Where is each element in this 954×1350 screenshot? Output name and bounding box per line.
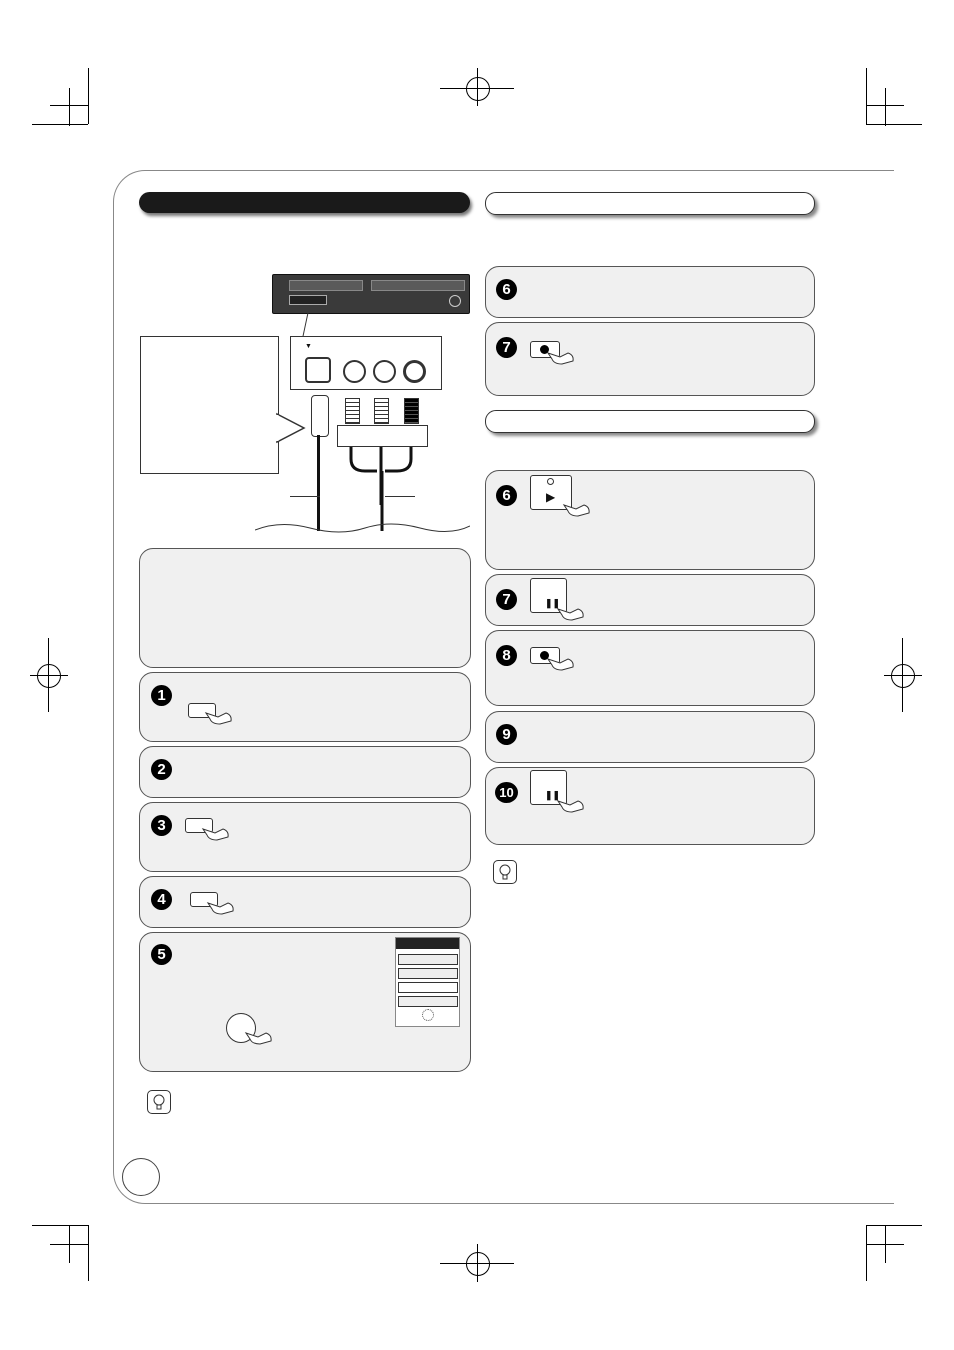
registration-mark [37,664,61,688]
callout-box [140,336,279,474]
menu-item [398,996,458,1007]
lightbulb-icon [493,860,517,884]
menu-item [398,954,458,965]
pause-icon: ❚❚ [545,598,561,608]
svideo-jack [305,357,331,383]
step-number: 6 [496,485,517,506]
power-icon [449,295,461,307]
registration-line [30,675,68,676]
front-panel-inputs [289,295,327,305]
page-number-circle [122,1158,160,1196]
step-number: 3 [151,815,172,836]
step-number: 1 [151,685,172,706]
crop-mark [866,1225,922,1226]
on-screen-menu [395,937,460,1027]
menu-item [398,968,458,979]
crop-mark [32,124,88,125]
disc-tray [289,280,363,291]
step-number: 7 [496,589,517,610]
section-header-right-2 [485,410,815,433]
pointing-hand-icon [556,605,586,621]
audio-r-jack [403,360,426,383]
audio-l-plug [374,398,389,424]
step-5-panel [139,932,471,1072]
crop-mark [50,105,88,106]
dial-icon [422,1009,434,1021]
pointing-hand-icon [244,1029,274,1045]
info-panel [139,548,471,668]
audio-l-jack [373,360,396,383]
front-input-panel [290,336,442,390]
crop-mark [866,105,904,106]
pointing-hand-icon [556,797,586,813]
crop-mark [50,1244,88,1245]
pointing-hand-icon [546,349,576,365]
registration-line [477,1244,478,1282]
step-7a-panel [485,322,815,396]
step-6b-panel [485,470,815,570]
step-4-panel [139,876,471,928]
step-number: 6 [496,279,517,300]
video-plug [345,398,360,424]
crop-mark [866,124,922,125]
registration-mark [466,77,490,101]
step-number: 8 [496,645,517,666]
leader-line [385,496,415,497]
pointing-hand-icon [546,655,576,671]
leader-line [290,496,320,497]
pointing-hand-icon [206,899,236,915]
section-header-right-1 [485,192,815,215]
step-number: 5 [151,944,172,965]
play-icon: ▶ [546,490,556,504]
step-9b-panel [485,711,815,763]
step-number: 4 [151,889,172,910]
step-10b-panel [485,767,815,845]
registration-line [477,68,478,106]
svideo-marker: ▼ [305,343,312,350]
step-7b-panel [485,574,815,626]
crop-mark [88,68,89,124]
step-number: 7 [496,337,517,358]
video-jack [343,360,366,383]
menu-header [396,938,459,949]
pause-icon: ❚❚ [545,790,561,800]
registration-mark [466,1252,490,1276]
section-header-left [139,192,470,213]
svideo-plug [311,395,329,437]
crop-mark [866,68,867,124]
step-6a-panel [485,266,815,318]
av-cable-label-box [337,425,428,447]
crop-mark [69,88,70,126]
pointing-hand-icon [204,709,234,725]
dvd-vcr-recorder [272,274,470,314]
wavy-break [255,520,470,536]
step-2-panel [139,746,471,798]
step-number: 10 [495,782,518,803]
callout-pointer [276,410,306,450]
pointing-hand-icon [562,501,592,517]
indicator-icon [547,478,554,485]
audio-r-plug [404,398,419,424]
menu-item [398,982,458,993]
crop-mark [88,1225,89,1281]
pointing-hand-icon [201,825,231,841]
lightbulb-icon [147,1090,171,1114]
step-8b-panel [485,630,815,706]
tape-slot [371,280,465,291]
registration-mark [891,664,915,688]
step-3-panel [139,802,471,872]
step-number: 9 [496,724,517,745]
crop-mark [32,1225,88,1226]
svideo-cable [317,435,320,531]
crop-mark [866,1244,904,1245]
step-1-panel [139,672,471,742]
step-number: 2 [151,759,172,780]
crop-mark [866,1225,867,1281]
crop-mark [885,88,886,126]
